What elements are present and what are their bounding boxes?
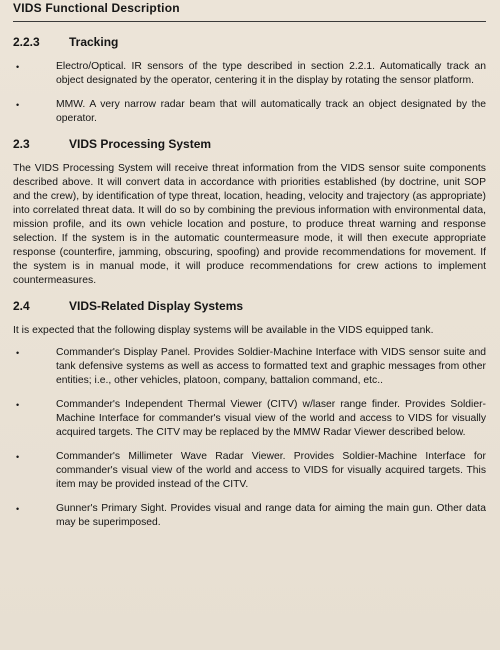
section-title-tracking bbox=[13, 34, 486, 50]
display-systems-list bbox=[13, 346, 486, 530]
display-systems-paragraph: It is expected that the following display systems will be available in the VIDS equipped tank. bbox=[13, 325, 434, 336]
processing-paragraph: The VIDS Processing System will receive threat information from the VIDS sensor suite components described above. It will convert data in accordance with priorities established (by doctrine, unit SOP and the crew), by identification of type threat, location, heading, velocity and trajectory (as appropriate) into correlated threat data. It will do so by combining the previous information with environmental data, mission profile, and its own vehicle location and posture, to produce threat warning and response selection. If the system is in the automatic countermeasure mode, it will then execute appropriate response (counterfire, jamming, obscuring, spoofing) and provide recommendations for movement. If the system is in manual mode, it will produce recommendations for crew actions to implement countermeasures. bbox=[13, 163, 486, 286]
section-number: 2.3 bbox=[13, 137, 30, 151]
bullet-icon: • bbox=[16, 504, 20, 514]
bullet-icon: • bbox=[16, 452, 20, 462]
section-heading: VIDS Processing System bbox=[69, 137, 212, 151]
section-number: 2.4 bbox=[13, 299, 30, 313]
bullet-icon: • bbox=[16, 348, 20, 358]
list-item bbox=[13, 346, 486, 388]
section-heading: VIDS-Related Display Systems bbox=[69, 299, 244, 313]
tracking-list bbox=[13, 60, 486, 126]
list-item-text: Gunner's Primary Sight. Provides visual and range data for aiming the main gun. Other data may be superimposed. bbox=[56, 503, 486, 528]
list-item-text: Commander's Millimeter Wave Radar Viewer. Provides Soldier-Machine Interface for commander's visual view of the world and access to VIDS for visually acquired targets. This item may be provided instead of the CITV. bbox=[56, 451, 486, 490]
list-item bbox=[13, 60, 486, 88]
list-item bbox=[13, 450, 486, 492]
list-item bbox=[13, 398, 486, 440]
list-item-text: Commander's Independent Thermal Viewer (CITV) w/laser range finder. Provides Soldier-Machine Interface for commander's visual view of the world and access to VIDS for visually acquired targets. The CITV may be replaced by the MMW Radar Viewer described below. bbox=[56, 399, 486, 438]
header-rule bbox=[13, 21, 486, 22]
section-title-display-systems bbox=[13, 298, 486, 314]
bullet-icon: • bbox=[16, 100, 20, 110]
section-title-processing bbox=[13, 136, 486, 152]
section-number: 2.2.3 bbox=[13, 35, 40, 49]
bullet-icon: • bbox=[16, 400, 20, 410]
bullet-icon: • bbox=[16, 62, 20, 72]
list-item-text: Commander's Display Panel. Provides Soldier-Machine Interface with VIDS sensor suite and tank defensive systems as well as access to formatted text and graphic messages from other entities; i.e., other vehicles, platoon, company, battalion command, etc.. bbox=[56, 347, 486, 386]
list-item-text: Electro/Optical. IR sensors of the type described in section 2.2.1. Automatically track an object designated by the operator, centering it in the display by rotating the sensor platform. bbox=[56, 61, 486, 86]
list-item-text: MMW. A very narrow radar beam that will automatically track an object designated by the operator. bbox=[56, 99, 486, 124]
section-heading: Tracking bbox=[69, 35, 119, 49]
list-item bbox=[13, 502, 486, 530]
list-item bbox=[13, 98, 486, 126]
running-header: VIDS Functional Description bbox=[13, 1, 180, 15]
